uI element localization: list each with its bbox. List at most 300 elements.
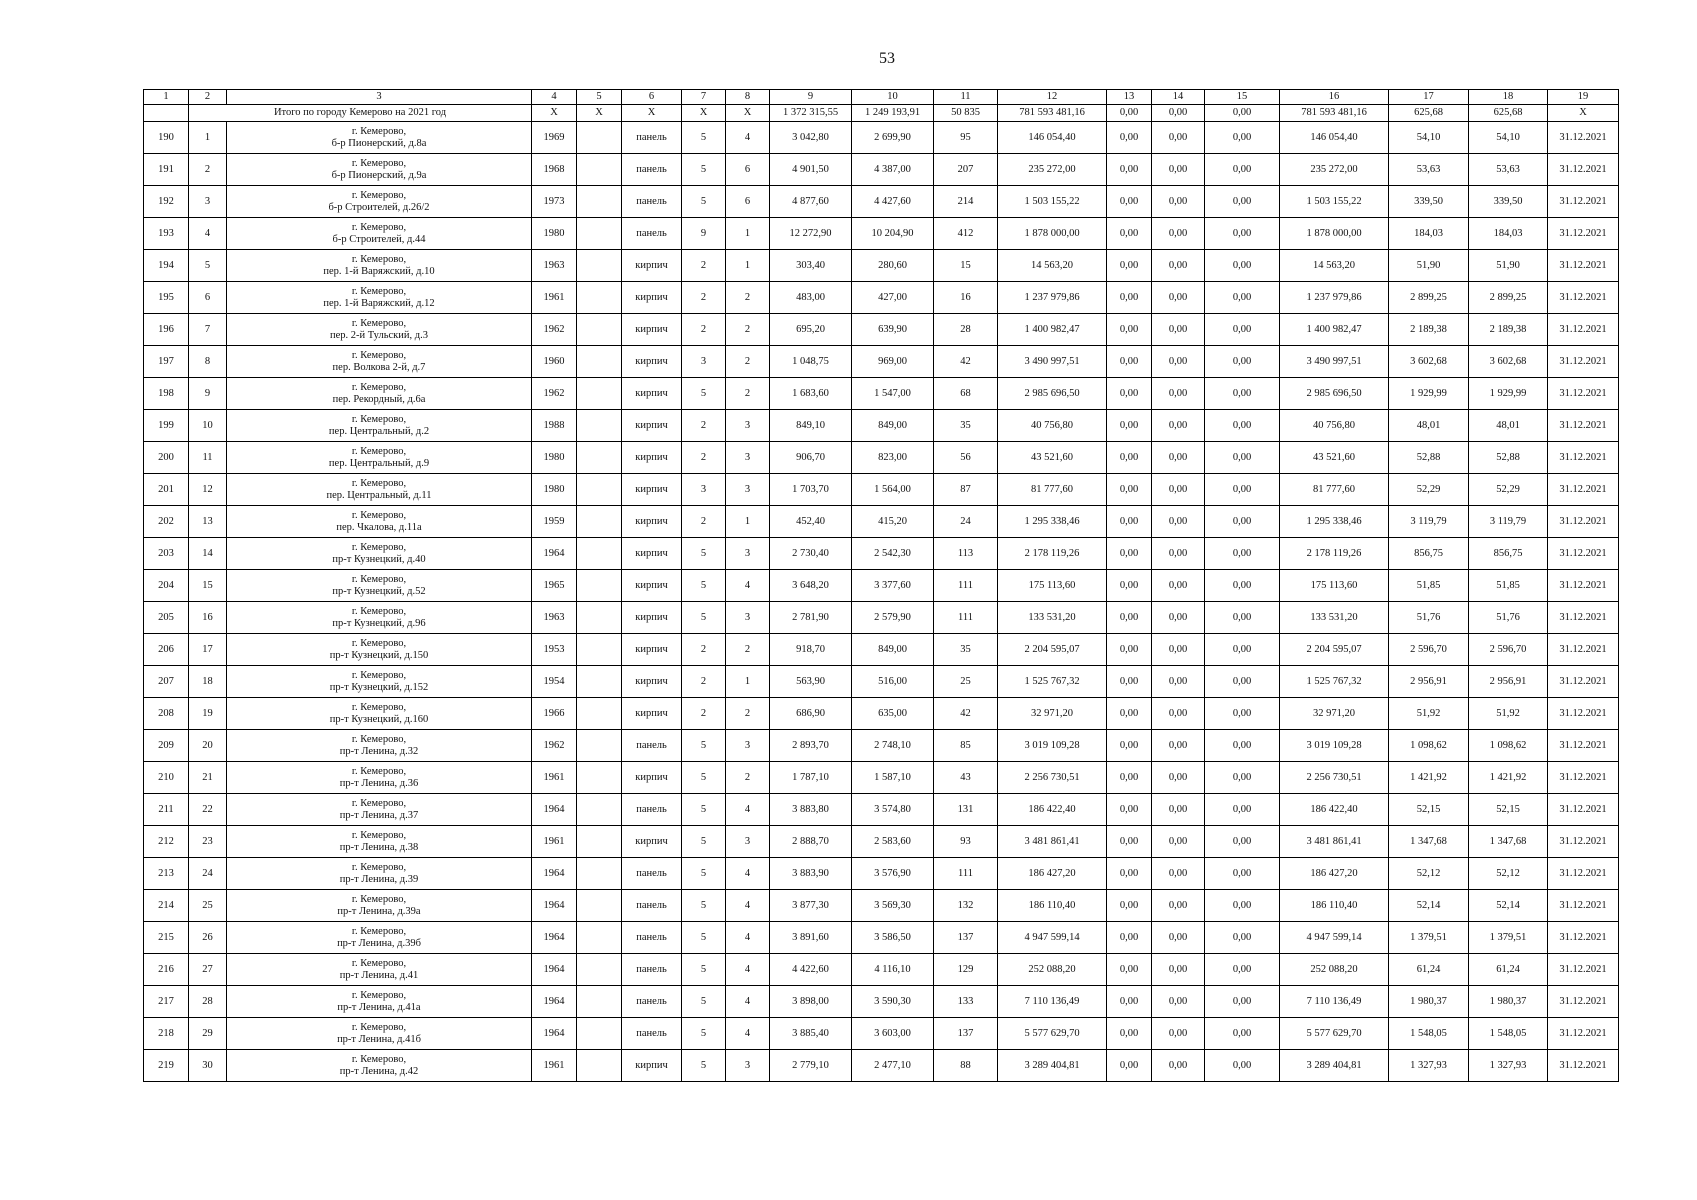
max-unit-cost: 1 980,37 (1469, 986, 1548, 1018)
living-area: 635,00 (852, 698, 934, 730)
wall-material: кирпич (622, 506, 682, 538)
max-unit-cost: 1 098,62 (1469, 730, 1548, 762)
address-city: г. Кемерово, (351, 733, 407, 745)
column-13: 0,00 (1107, 410, 1152, 442)
column-5 (577, 346, 622, 378)
row-number: 218 (144, 1018, 189, 1050)
repair-cost: 146 054,40 (998, 122, 1107, 154)
column-15: 0,00 (1205, 314, 1280, 346)
total-area: 452,40 (770, 506, 852, 538)
address (227, 634, 532, 666)
residents: 35 (934, 634, 998, 666)
item-number: 21 (189, 762, 227, 794)
floors: 2 (682, 666, 726, 698)
repair-cost: 2 178 119,26 (998, 538, 1107, 570)
table-row (144, 474, 1619, 506)
total-area: 12 272,90 (770, 218, 852, 250)
column-number: 8 (726, 90, 770, 105)
total-area: 695,20 (770, 314, 852, 346)
item-number: 12 (189, 474, 227, 506)
column-15: 0,00 (1205, 410, 1280, 442)
row-number: 206 (144, 634, 189, 666)
housing-register-table (143, 89, 1619, 1082)
table-row (144, 890, 1619, 922)
item-number: 13 (189, 506, 227, 538)
deadline: 31.12.2021 (1548, 474, 1619, 506)
repair-cost: 1 878 000,00 (998, 218, 1107, 250)
wall-material: кирпич (622, 410, 682, 442)
wall-material: панель (622, 154, 682, 186)
column-13: 0,00 (1107, 378, 1152, 410)
living-area: 2 542,30 (852, 538, 934, 570)
column-13: 0,00 (1107, 602, 1152, 634)
unit-cost: 53,63 (1389, 154, 1469, 186)
table-row (144, 122, 1619, 154)
address (227, 794, 532, 826)
residents: 137 (934, 1018, 998, 1050)
floors: 2 (682, 634, 726, 666)
column-15: 0,00 (1205, 762, 1280, 794)
repair-cost: 3 490 997,51 (998, 346, 1107, 378)
max-unit-cost: 3 119,79 (1469, 506, 1548, 538)
item-number: 25 (189, 890, 227, 922)
address-street: пр-т Ленина, д.41 (339, 969, 419, 981)
max-unit-cost: 54,10 (1469, 122, 1548, 154)
living-area: 280,60 (852, 250, 934, 282)
total-cell: Х (682, 105, 726, 122)
deadline: 31.12.2021 (1548, 154, 1619, 186)
column-14: 0,00 (1152, 954, 1205, 986)
living-area: 2 583,60 (852, 826, 934, 858)
address-street: пр-т Кузнецкий, д.160 (329, 713, 429, 725)
address-street: пр-т Ленина, д.37 (339, 809, 419, 821)
unit-cost: 2 899,25 (1389, 282, 1469, 314)
address (227, 506, 532, 538)
column-13: 0,00 (1107, 570, 1152, 602)
row-number: 193 (144, 218, 189, 250)
total-area: 303,40 (770, 250, 852, 282)
item-number: 19 (189, 698, 227, 730)
floors: 5 (682, 538, 726, 570)
column-13: 0,00 (1107, 954, 1152, 986)
column-number: 15 (1205, 90, 1280, 105)
unit-cost: 51,85 (1389, 570, 1469, 602)
column-5 (577, 1018, 622, 1050)
unit-cost: 339,50 (1389, 186, 1469, 218)
item-number: 22 (189, 794, 227, 826)
column-15: 0,00 (1205, 346, 1280, 378)
address (227, 730, 532, 762)
total-cell: 0,00 (1152, 105, 1205, 122)
entrances: 3 (726, 410, 770, 442)
column-15: 0,00 (1205, 442, 1280, 474)
column-16: 2 985 696,50 (1280, 378, 1389, 410)
total-cell: 1 372 315,55 (770, 105, 852, 122)
item-number: 4 (189, 218, 227, 250)
repair-cost: 1 525 767,32 (998, 666, 1107, 698)
entrances: 6 (726, 186, 770, 218)
address-street: пер. Центральный, д.11 (326, 489, 432, 501)
column-13: 0,00 (1107, 282, 1152, 314)
entrances: 2 (726, 314, 770, 346)
column-16: 1 400 982,47 (1280, 314, 1389, 346)
column-5 (577, 122, 622, 154)
address (227, 570, 532, 602)
address (227, 410, 532, 442)
max-unit-cost: 2 956,91 (1469, 666, 1548, 698)
column-5 (577, 890, 622, 922)
address-city: г. Кемерово, (351, 509, 407, 521)
wall-material: панель (622, 218, 682, 250)
address-street: пер. Рекордный, д.6а (332, 393, 426, 405)
entrances: 2 (726, 282, 770, 314)
address (227, 1050, 532, 1082)
column-number: 12 (998, 90, 1107, 105)
living-area: 1 564,00 (852, 474, 934, 506)
column-16: 175 113,60 (1280, 570, 1389, 602)
total-label: Итого по городу Кемерово на 2021 год (189, 105, 532, 122)
floors: 5 (682, 570, 726, 602)
deadline: 31.12.2021 (1548, 634, 1619, 666)
column-15: 0,00 (1205, 602, 1280, 634)
table-row (144, 442, 1619, 474)
residents: 95 (934, 122, 998, 154)
column-5 (577, 1050, 622, 1082)
column-number-row (144, 90, 1619, 105)
total-cell: Х (622, 105, 682, 122)
repair-cost: 186 422,40 (998, 794, 1107, 826)
table-row (144, 154, 1619, 186)
total-cell: 781 593 481,16 (1280, 105, 1389, 122)
wall-material: кирпич (622, 282, 682, 314)
table-row (144, 378, 1619, 410)
residents: 131 (934, 794, 998, 826)
table-row (144, 826, 1619, 858)
table-row (144, 1018, 1619, 1050)
living-area: 2 477,10 (852, 1050, 934, 1082)
column-number: 9 (770, 90, 852, 105)
wall-material: кирпич (622, 602, 682, 634)
repair-cost: 3 289 404,81 (998, 1050, 1107, 1082)
column-13: 0,00 (1107, 154, 1152, 186)
unit-cost: 52,29 (1389, 474, 1469, 506)
wall-material: кирпич (622, 698, 682, 730)
wall-material: панель (622, 890, 682, 922)
total-area: 563,90 (770, 666, 852, 698)
year-built: 1980 (532, 474, 577, 506)
total-area: 3 877,30 (770, 890, 852, 922)
column-5 (577, 378, 622, 410)
residents: 42 (934, 698, 998, 730)
item-number: 3 (189, 186, 227, 218)
address-street: пер. Волкова 2-й, д.7 (332, 361, 426, 373)
entrances: 3 (726, 730, 770, 762)
address (227, 346, 532, 378)
living-area: 4 387,00 (852, 154, 934, 186)
column-15: 0,00 (1205, 282, 1280, 314)
column-16: 235 272,00 (1280, 154, 1389, 186)
address-city: г. Кемерово, (351, 189, 407, 201)
total-area: 3 898,00 (770, 986, 852, 1018)
max-unit-cost: 52,15 (1469, 794, 1548, 826)
total-area: 1 048,75 (770, 346, 852, 378)
column-13: 0,00 (1107, 538, 1152, 570)
entrances: 3 (726, 442, 770, 474)
item-number: 7 (189, 314, 227, 346)
wall-material: кирпич (622, 378, 682, 410)
living-area: 3 569,30 (852, 890, 934, 922)
address (227, 282, 532, 314)
max-unit-cost: 1 421,92 (1469, 762, 1548, 794)
row-number: 201 (144, 474, 189, 506)
column-16: 2 178 119,26 (1280, 538, 1389, 570)
address-street: пр-т Кузнецкий, д.40 (332, 553, 426, 565)
wall-material: кирпич (622, 538, 682, 570)
column-15: 0,00 (1205, 986, 1280, 1018)
deadline: 31.12.2021 (1548, 890, 1619, 922)
wall-material: панель (622, 1018, 682, 1050)
living-area: 3 576,90 (852, 858, 934, 890)
item-number: 30 (189, 1050, 227, 1082)
column-14: 0,00 (1152, 410, 1205, 442)
max-unit-cost: 61,24 (1469, 954, 1548, 986)
column-number: 11 (934, 90, 998, 105)
row-number: 198 (144, 378, 189, 410)
wall-material: панель (622, 986, 682, 1018)
living-area: 4 116,10 (852, 954, 934, 986)
repair-cost: 1 237 979,86 (998, 282, 1107, 314)
residents: 129 (934, 954, 998, 986)
year-built: 1968 (532, 154, 577, 186)
row-number: 195 (144, 282, 189, 314)
column-16: 3 481 861,41 (1280, 826, 1389, 858)
max-unit-cost: 51,76 (1469, 602, 1548, 634)
table-row (144, 762, 1619, 794)
unit-cost: 3 119,79 (1389, 506, 1469, 538)
column-16: 7 110 136,49 (1280, 986, 1389, 1018)
living-area: 849,00 (852, 634, 934, 666)
total-area: 2 730,40 (770, 538, 852, 570)
address-city: г. Кемерово, (351, 797, 407, 809)
max-unit-cost: 51,92 (1469, 698, 1548, 730)
column-13: 0,00 (1107, 506, 1152, 538)
column-number: 14 (1152, 90, 1205, 105)
year-built: 1962 (532, 378, 577, 410)
unit-cost: 1 379,51 (1389, 922, 1469, 954)
column-15: 0,00 (1205, 1050, 1280, 1082)
living-area: 415,20 (852, 506, 934, 538)
column-5 (577, 570, 622, 602)
table-row (144, 666, 1619, 698)
repair-cost: 32 971,20 (998, 698, 1107, 730)
address-city: г. Кемерово, (351, 477, 407, 489)
row-number: 215 (144, 922, 189, 954)
item-number: 23 (189, 826, 227, 858)
total-area: 1 703,70 (770, 474, 852, 506)
total-area: 686,90 (770, 698, 852, 730)
column-5 (577, 858, 622, 890)
repair-cost: 235 272,00 (998, 154, 1107, 186)
column-15: 0,00 (1205, 378, 1280, 410)
wall-material: кирпич (622, 474, 682, 506)
total-area: 4 877,60 (770, 186, 852, 218)
column-number: 6 (622, 90, 682, 105)
column-15: 0,00 (1205, 666, 1280, 698)
column-16: 43 521,60 (1280, 442, 1389, 474)
deadline: 31.12.2021 (1548, 666, 1619, 698)
wall-material: кирпич (622, 1050, 682, 1082)
residents: 85 (934, 730, 998, 762)
column-16: 146 054,40 (1280, 122, 1389, 154)
living-area: 3 377,60 (852, 570, 934, 602)
column-14: 0,00 (1152, 506, 1205, 538)
total-area: 4 901,50 (770, 154, 852, 186)
wall-material: кирпич (622, 762, 682, 794)
row-number: 213 (144, 858, 189, 890)
floors: 5 (682, 186, 726, 218)
address-street: пр-т Ленина, д.42 (339, 1065, 419, 1077)
address-street: пр-т Ленина, д.41б (337, 1033, 421, 1045)
deadline: 31.12.2021 (1548, 730, 1619, 762)
entrances: 2 (726, 346, 770, 378)
year-built: 1959 (532, 506, 577, 538)
repair-cost: 2 256 730,51 (998, 762, 1107, 794)
column-14: 0,00 (1152, 154, 1205, 186)
year-built: 1953 (532, 634, 577, 666)
table-row (144, 794, 1619, 826)
address-city: г. Кемерово, (351, 317, 407, 329)
address (227, 986, 532, 1018)
column-13: 0,00 (1107, 634, 1152, 666)
column-16: 186 422,40 (1280, 794, 1389, 826)
address-city: г. Кемерово, (351, 445, 407, 457)
max-unit-cost: 856,75 (1469, 538, 1548, 570)
residents: 88 (934, 1050, 998, 1082)
repair-cost: 3 481 861,41 (998, 826, 1107, 858)
living-area: 10 204,90 (852, 218, 934, 250)
column-15: 0,00 (1205, 922, 1280, 954)
living-area: 3 603,00 (852, 1018, 934, 1050)
total-cell: 625,68 (1389, 105, 1469, 122)
address-street: б-р Строителей, д.26/2 (328, 201, 430, 213)
row-number: 207 (144, 666, 189, 698)
total-row (144, 105, 1619, 122)
column-13: 0,00 (1107, 762, 1152, 794)
wall-material: панель (622, 794, 682, 826)
table-row (144, 186, 1619, 218)
entrances: 4 (726, 954, 770, 986)
address-street: пер. 1-й Варяжский, д.10 (323, 265, 435, 277)
total-area: 2 893,70 (770, 730, 852, 762)
max-unit-cost: 52,12 (1469, 858, 1548, 890)
column-5 (577, 186, 622, 218)
residents: 111 (934, 858, 998, 890)
entrances: 3 (726, 1050, 770, 1082)
total-area: 1 683,60 (770, 378, 852, 410)
total-area: 3 883,80 (770, 794, 852, 826)
floors: 5 (682, 730, 726, 762)
item-number: 14 (189, 538, 227, 570)
item-number: 1 (189, 122, 227, 154)
row-number: 209 (144, 730, 189, 762)
row-number: 200 (144, 442, 189, 474)
address-street: пр-т Ленина, д.38 (339, 841, 419, 853)
column-13: 0,00 (1107, 186, 1152, 218)
living-area: 427,00 (852, 282, 934, 314)
column-16: 2 204 595,07 (1280, 634, 1389, 666)
address-city: г. Кемерово, (351, 221, 407, 233)
wall-material: кирпич (622, 314, 682, 346)
residents: 137 (934, 922, 998, 954)
column-13: 0,00 (1107, 826, 1152, 858)
table-row (144, 570, 1619, 602)
item-number: 9 (189, 378, 227, 410)
entrances: 1 (726, 250, 770, 282)
wall-material: панель (622, 730, 682, 762)
unit-cost: 1 098,62 (1389, 730, 1469, 762)
address-city: г. Кемерово, (351, 253, 407, 265)
deadline: 31.12.2021 (1548, 282, 1619, 314)
wall-material: кирпич (622, 442, 682, 474)
column-15: 0,00 (1205, 538, 1280, 570)
table-row (144, 730, 1619, 762)
column-15: 0,00 (1205, 122, 1280, 154)
entrances: 4 (726, 794, 770, 826)
address-city: г. Кемерово, (351, 1021, 407, 1033)
total-area: 906,70 (770, 442, 852, 474)
floors: 5 (682, 922, 726, 954)
column-5 (577, 474, 622, 506)
year-built: 1963 (532, 250, 577, 282)
floors: 5 (682, 858, 726, 890)
column-5 (577, 538, 622, 570)
table-row (144, 282, 1619, 314)
address-city: г. Кемерово, (351, 125, 407, 137)
column-14: 0,00 (1152, 922, 1205, 954)
column-5 (577, 986, 622, 1018)
max-unit-cost: 52,29 (1469, 474, 1548, 506)
address-city: г. Кемерово, (351, 1053, 407, 1065)
unit-cost: 51,90 (1389, 250, 1469, 282)
column-number: 10 (852, 90, 934, 105)
residents: 68 (934, 378, 998, 410)
item-number: 11 (189, 442, 227, 474)
year-built: 1964 (532, 538, 577, 570)
item-number: 18 (189, 666, 227, 698)
column-13: 0,00 (1107, 890, 1152, 922)
repair-cost: 81 777,60 (998, 474, 1107, 506)
column-16: 5 577 629,70 (1280, 1018, 1389, 1050)
column-14: 0,00 (1152, 698, 1205, 730)
table-row (144, 218, 1619, 250)
address (227, 666, 532, 698)
living-area: 2 579,90 (852, 602, 934, 634)
column-14: 0,00 (1152, 378, 1205, 410)
address-city: г. Кемерово, (351, 893, 407, 905)
repair-cost: 2 985 696,50 (998, 378, 1107, 410)
row-number: 191 (144, 154, 189, 186)
living-area: 849,00 (852, 410, 934, 442)
living-area: 3 574,80 (852, 794, 934, 826)
address-city: г. Кемерово, (351, 669, 407, 681)
max-unit-cost: 51,85 (1469, 570, 1548, 602)
living-area: 2 748,10 (852, 730, 934, 762)
column-number: 3 (227, 90, 532, 105)
wall-material: кирпич (622, 634, 682, 666)
entrances: 1 (726, 506, 770, 538)
row-number: 211 (144, 794, 189, 826)
max-unit-cost: 52,14 (1469, 890, 1548, 922)
